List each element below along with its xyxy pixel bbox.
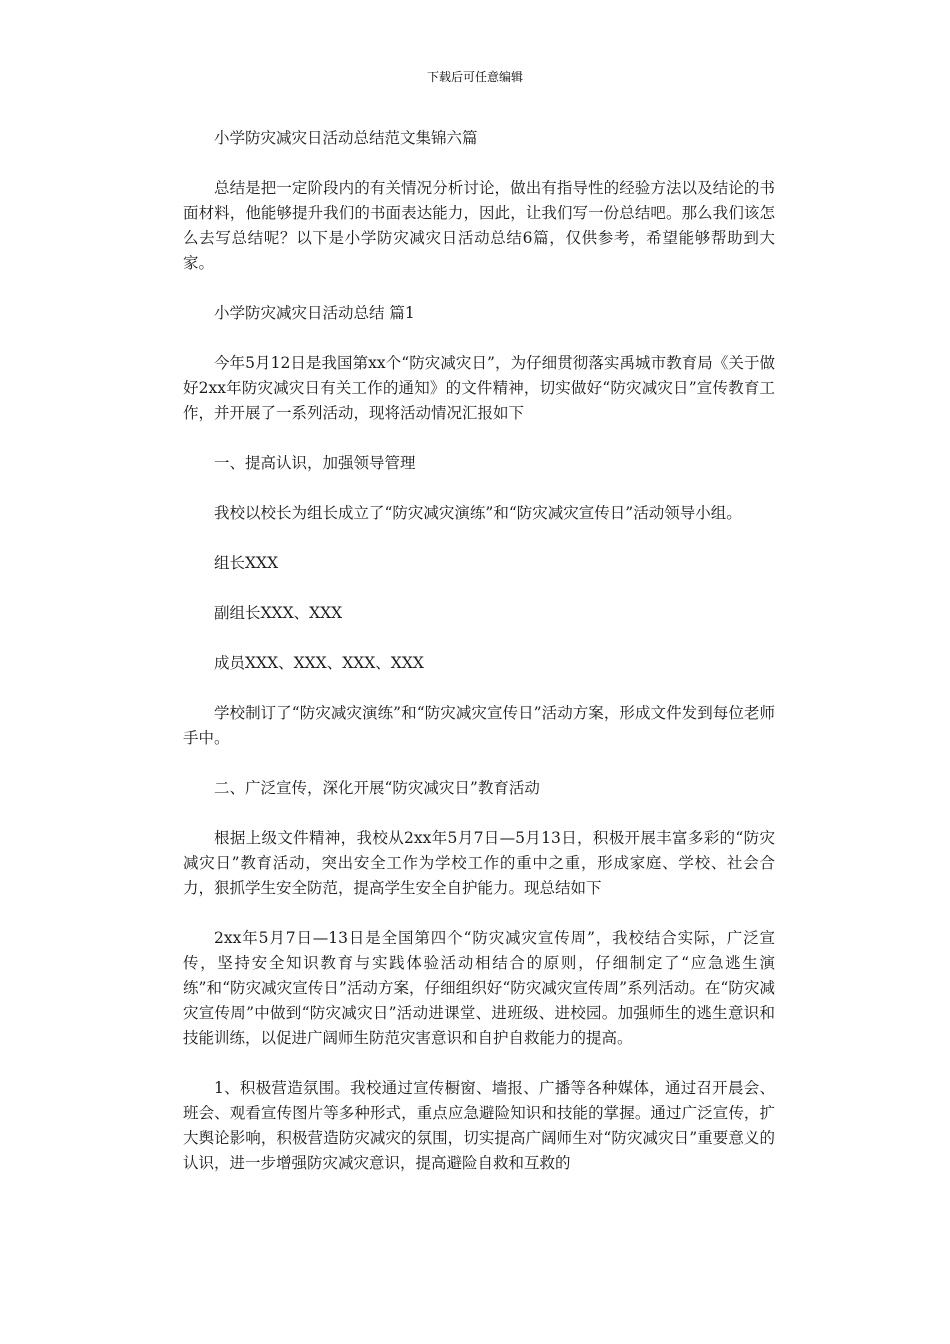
- intro-paragraph: 总结是把一定阶段内的有关情况分析讨论，做出有指导性的经验方法以及结论的书面材料，他能够提升我们的书面表达能力，因此，让我们写一份总结吧。那么我们该怎么去写总结呢？以下是小学防灾减灾日活动总结6篇，仅供参考，希望能够帮助到大家。: [183, 179, 775, 272]
- section-heading: 小学防灾减灾日活动总结 篇1: [214, 304, 415, 322]
- document-title: 小学防灾减灾日活动总结范文集锦六篇: [214, 129, 478, 147]
- document-body: [183, 126, 775, 1201]
- paragraph: 我校以校长为组长成立了“防灾减灾演练”和“防灾减灾宣传日”活动领导小组。: [214, 504, 742, 522]
- paragraph: 根据上级文件精神，我校从2xx年5月7日—5月13日，积极开展丰富多彩的“防灾减灾日”教育活动，突出安全工作为学校工作的重中之重，形成家庭、学校、社会合力，狠抓学生安全防范，提高学生安全自护能力。现总结如下: [183, 829, 775, 897]
- paragraph: 2xx年5月7日—13日是全国第四个“防灾减灾宣传周”，我校结合实际，广泛宣传，坚持安全知识教育与实践体验活动相结合的原则，仔细制定了“应急逃生演练”和“防灾减灾宣传日”活动方案，仔细组织好“防灾减灾宣传周”系列活动。在“防灾减灾宣传周”中做到“防灾减灾日”活动进课堂、进班级、进校园。加强师生的逃生意识和技能训练，以促进广阔师生防范灾害意识和自护自救能力的提高。: [183, 929, 775, 1047]
- list-item: 副组长XXX、XXX: [214, 604, 343, 622]
- paragraph: 今年5月12日是我国第xx个“防灾减灾日”，为仔细贯彻落实禹城市教育局《关于做好2xx年防灾减灾日有关工作的通知》的文件精神，切实做好“防灾减灾日”宣传教育工作，并开展了一系列活动，现将活动情况汇报如下: [183, 354, 775, 422]
- subheading: 二、广泛宣传，深化开展“防灾减灾日”教育活动: [214, 779, 540, 797]
- subheading: 一、提高认识，加强领导管理: [214, 454, 416, 472]
- list-item: 组长XXX: [214, 554, 279, 572]
- header-note: 下载后可任意编辑: [426, 70, 523, 84]
- list-item: 成员XXX、XXX、XXX、XXX: [214, 654, 424, 672]
- paragraph: 学校制订了“防灾减灾演练”和“防灾减灾宣传日”活动方案，形成文件发到每位老师手中。: [183, 704, 775, 747]
- paragraph: 1、积极营造氛围。我校通过宣传橱窗、墙报、广播等各种媒体，通过召开晨会、班会、观看宣传图片等多种形式，重点应急避险知识和技能的掌握。通过广泛宣传，扩大舆论影响，积极营造防灾减灾的氛围，切实提高广阔师生对“防灾减灾日”重要意义的认识，进一步增强防灾减灾意识，提高避险自救和互救的: [183, 1079, 775, 1172]
